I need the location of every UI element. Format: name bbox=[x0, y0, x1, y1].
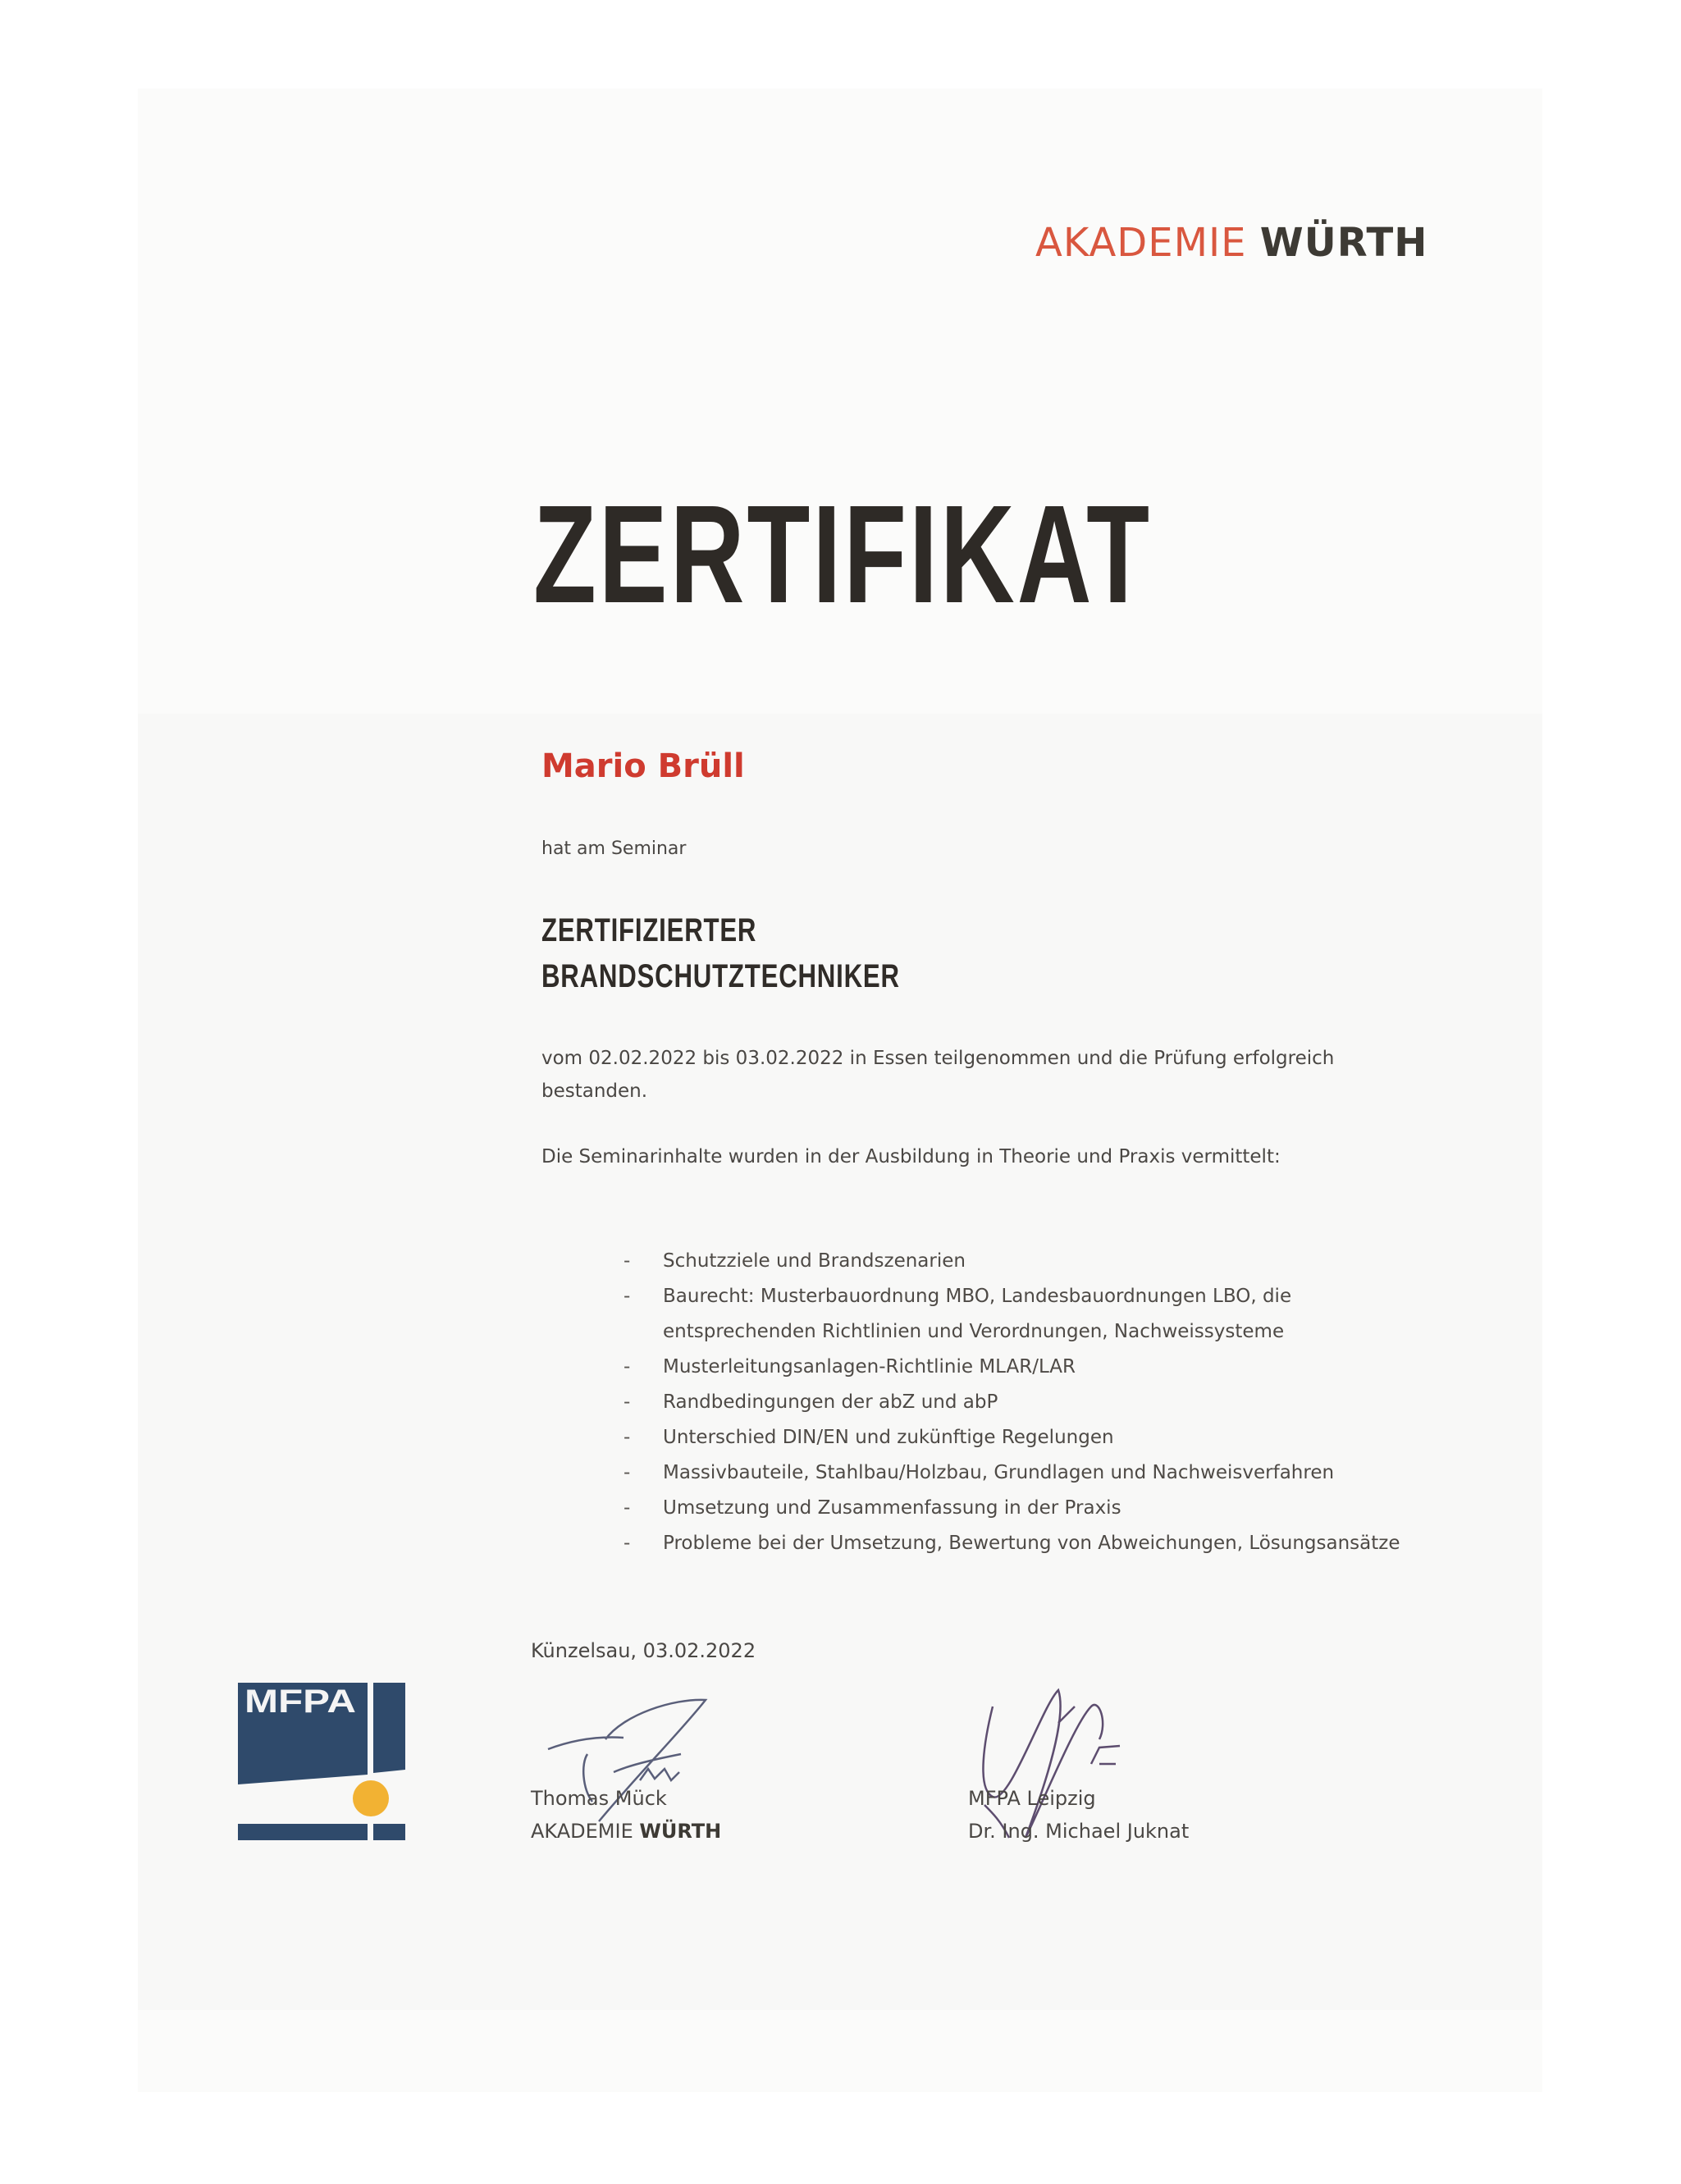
list-item: - Musterleitungsanlagen-Richtlinie MLAR/LAR bbox=[624, 1350, 1400, 1385]
list-item: - Probleme bei der Umsetzung, Bewertung von Abweichungen, Lösungsansätze bbox=[624, 1526, 1400, 1561]
participation-paragraph bbox=[541, 1042, 1334, 1108]
bullet-dash-icon: - bbox=[624, 1497, 631, 1519]
brand-akademie: AKADEMIE bbox=[1035, 220, 1247, 266]
recipient-name: Mario Brüll bbox=[541, 747, 745, 785]
svg-text:MFPA: MFPA bbox=[244, 1684, 356, 1720]
signer-left-name: Thomas Mück bbox=[531, 1787, 667, 1810]
bullet-dash-icon: - bbox=[624, 1533, 631, 1554]
bullet-dash-icon: - bbox=[624, 1391, 631, 1413]
certificate-title: ZERTIFIKAT bbox=[533, 477, 1153, 633]
signer-left-org: AKADEMIE WÜRTH bbox=[531, 1820, 722, 1843]
list-item: - Baurecht: Musterbauordnung MBO, Landesbauordnungen LBO, die bbox=[624, 1279, 1400, 1314]
mfpa-logo-icon bbox=[236, 1678, 409, 1842]
seminar-title-line1: ZERTIFIZIERTER bbox=[541, 912, 757, 948]
signer-right-org: MFPA Leipzig bbox=[968, 1787, 1096, 1810]
seminar-title bbox=[541, 907, 900, 999]
signer-right bbox=[968, 1782, 1189, 1848]
list-item-continuation: entsprechenden Richtlinien und Verordnungen, Nachweissysteme bbox=[663, 1321, 1285, 1342]
brand-wuerth: WÜRTH bbox=[1259, 220, 1428, 266]
list-item: - Unterschied DIN/EN und zukünftige Regelungen bbox=[624, 1420, 1400, 1455]
seminar-contents-list bbox=[624, 1244, 1400, 1561]
akademie-wuerth-logo bbox=[1035, 218, 1427, 267]
mfpa-logo bbox=[236, 1678, 409, 1842]
intro-text: hat am Seminar bbox=[541, 838, 687, 859]
bullet-dash-icon: - bbox=[624, 1286, 631, 1307]
bullet-dash-icon: - bbox=[624, 1356, 631, 1378]
bullet-dash-icon: - bbox=[624, 1250, 631, 1272]
participation-line1: vom 02.02.2022 bis 03.02.2022 in Essen teilgenommen und die Prüfung erfolgreich bbox=[541, 1048, 1335, 1069]
list-item: - Massivbauteile, Stahlbau/Holzbau, Grundlagen und Nachweisverfahren bbox=[624, 1455, 1400, 1491]
bullet-dash-icon: - bbox=[624, 1427, 631, 1448]
participation-line2: bestanden. bbox=[541, 1081, 648, 1102]
signer-left bbox=[531, 1782, 721, 1848]
list-item: - Umsetzung und Zusammenfassung in der Praxis bbox=[624, 1491, 1400, 1526]
bullet-dash-icon: - bbox=[624, 1462, 631, 1483]
signer-right-name: Dr. Ing. Michael Juknat bbox=[968, 1820, 1190, 1843]
contents-intro: Die Seminarinhalte wurden in der Ausbildung in Theorie und Praxis vermittelt: bbox=[541, 1146, 1281, 1167]
list-item: - Schutzziele und Brandszenarien bbox=[624, 1244, 1400, 1279]
seminar-title-line2: BRANDSCHUTZTECHNIKER bbox=[541, 958, 900, 994]
place-date: Künzelsau, 03.02.2022 bbox=[531, 1639, 756, 1662]
list-item: - Randbedingungen der abZ und abP bbox=[624, 1385, 1400, 1420]
